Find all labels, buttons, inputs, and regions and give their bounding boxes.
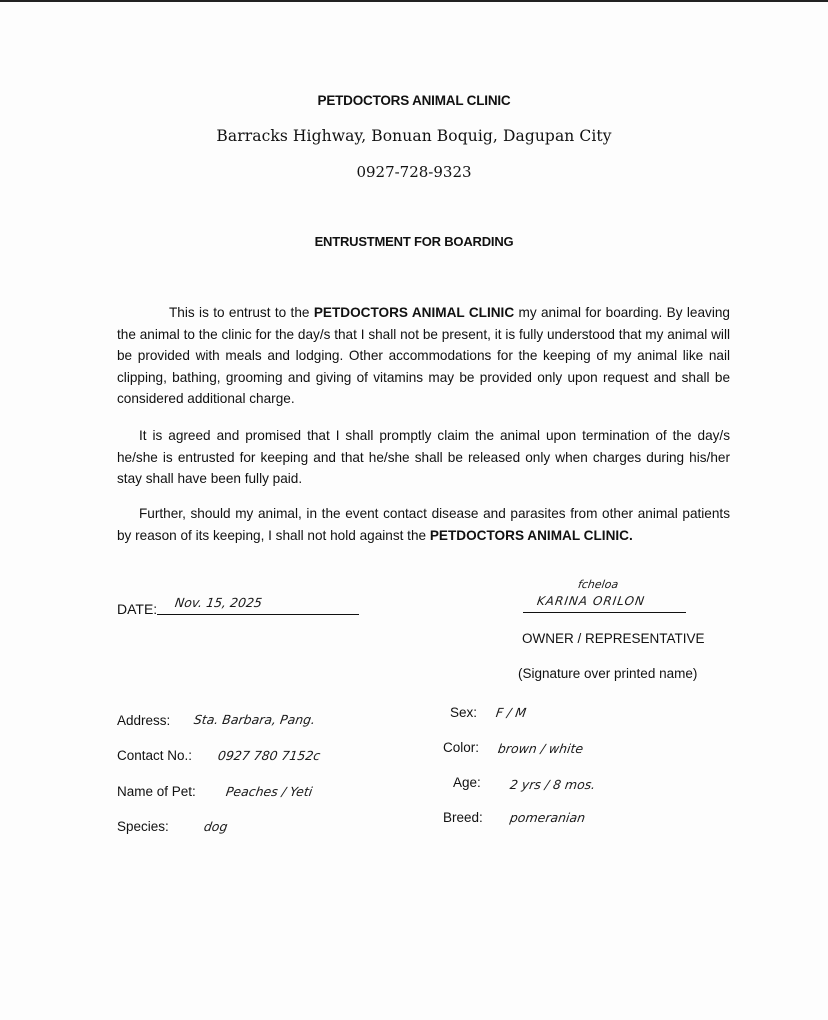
paragraph-text: my animal for boarding. By leaving the animal to the clinic for the day/s that I shall not be present, it is fully understood that my animal will be provided with meals and lodging. Other accommodations for the keeping of my animal like nail clipping, bathing, grooming and giving of vitamins may be provided only upon request and shall be considered additional charge. — [117, 305, 730, 407]
breed-value[interactable]: pomeranian — [508, 810, 587, 825]
contact-label: Contact No.: — [117, 748, 193, 763]
printed-name[interactable]: KARINA ORILON — [536, 594, 646, 608]
date-label: DATE: — [117, 601, 158, 617]
sex-value[interactable]: F / M — [494, 705, 528, 720]
clinic-name: PETDOCTORS ANIMAL CLINIC — [317, 93, 511, 108]
signature-scribble[interactable]: fcheloa — [577, 578, 620, 591]
signature-underline — [523, 612, 686, 613]
age-label: Age: — [453, 775, 481, 790]
color-label: Color: — [443, 740, 480, 755]
address-label: Address: — [117, 713, 171, 728]
paragraph-liability — [117, 503, 730, 546]
age-value[interactable]: 2 yrs / 8 mos. — [508, 777, 597, 792]
date-value[interactable]: Nov. 15, 2025 — [173, 595, 264, 610]
pet-name-label: Name of Pet: — [117, 784, 196, 799]
paragraph-claim: It is agreed and promised that I shall promptly claim the animal upon termination of the day/s he/she is entrusted for keeping and that he/she shall be released only when charges during his/her stay shall have been fully paid. — [117, 428, 730, 487]
breed-label: Breed: — [443, 810, 483, 825]
date-underline — [157, 614, 359, 615]
clinic-phone: 0927-728-9323 — [356, 163, 472, 181]
clinic-name-bold: PETDOCTORS ANIMAL CLINIC. — [429, 527, 633, 543]
paragraph-entrust — [117, 302, 730, 410]
clinic-address: Barracks Highway, Bonuan Boquig, Dagupan City — [216, 127, 612, 145]
color-value[interactable]: brown / white — [496, 741, 585, 756]
pet-name-value[interactable]: Peaches / Yeti — [224, 784, 314, 799]
clinic-name-bold: PETDOCTORS ANIMAL CLINIC — [313, 305, 515, 320]
contact-value[interactable]: 0927 780 7152c — [216, 748, 322, 763]
species-label: Species: — [117, 819, 169, 834]
paragraph-text: This is to entrust to the — [169, 305, 314, 320]
scan-top-edge — [0, 0, 828, 2]
sex-label: Sex: — [450, 705, 478, 720]
signature-caption: (Signature over printed name) — [518, 666, 698, 681]
owner-representative-label: OWNER / REPRESENTATIVE — [522, 631, 705, 646]
document-title: ENTRUSTMENT FOR BOARDING — [314, 234, 514, 249]
species-value[interactable]: dog — [202, 819, 229, 834]
address-value[interactable]: Sta. Barbara, Pang. — [192, 712, 317, 727]
paragraph-text: Further, should my animal, in the event contact disease and parasites from other animal patients by reason of its keeping, I shall not hold against the — [117, 506, 730, 543]
